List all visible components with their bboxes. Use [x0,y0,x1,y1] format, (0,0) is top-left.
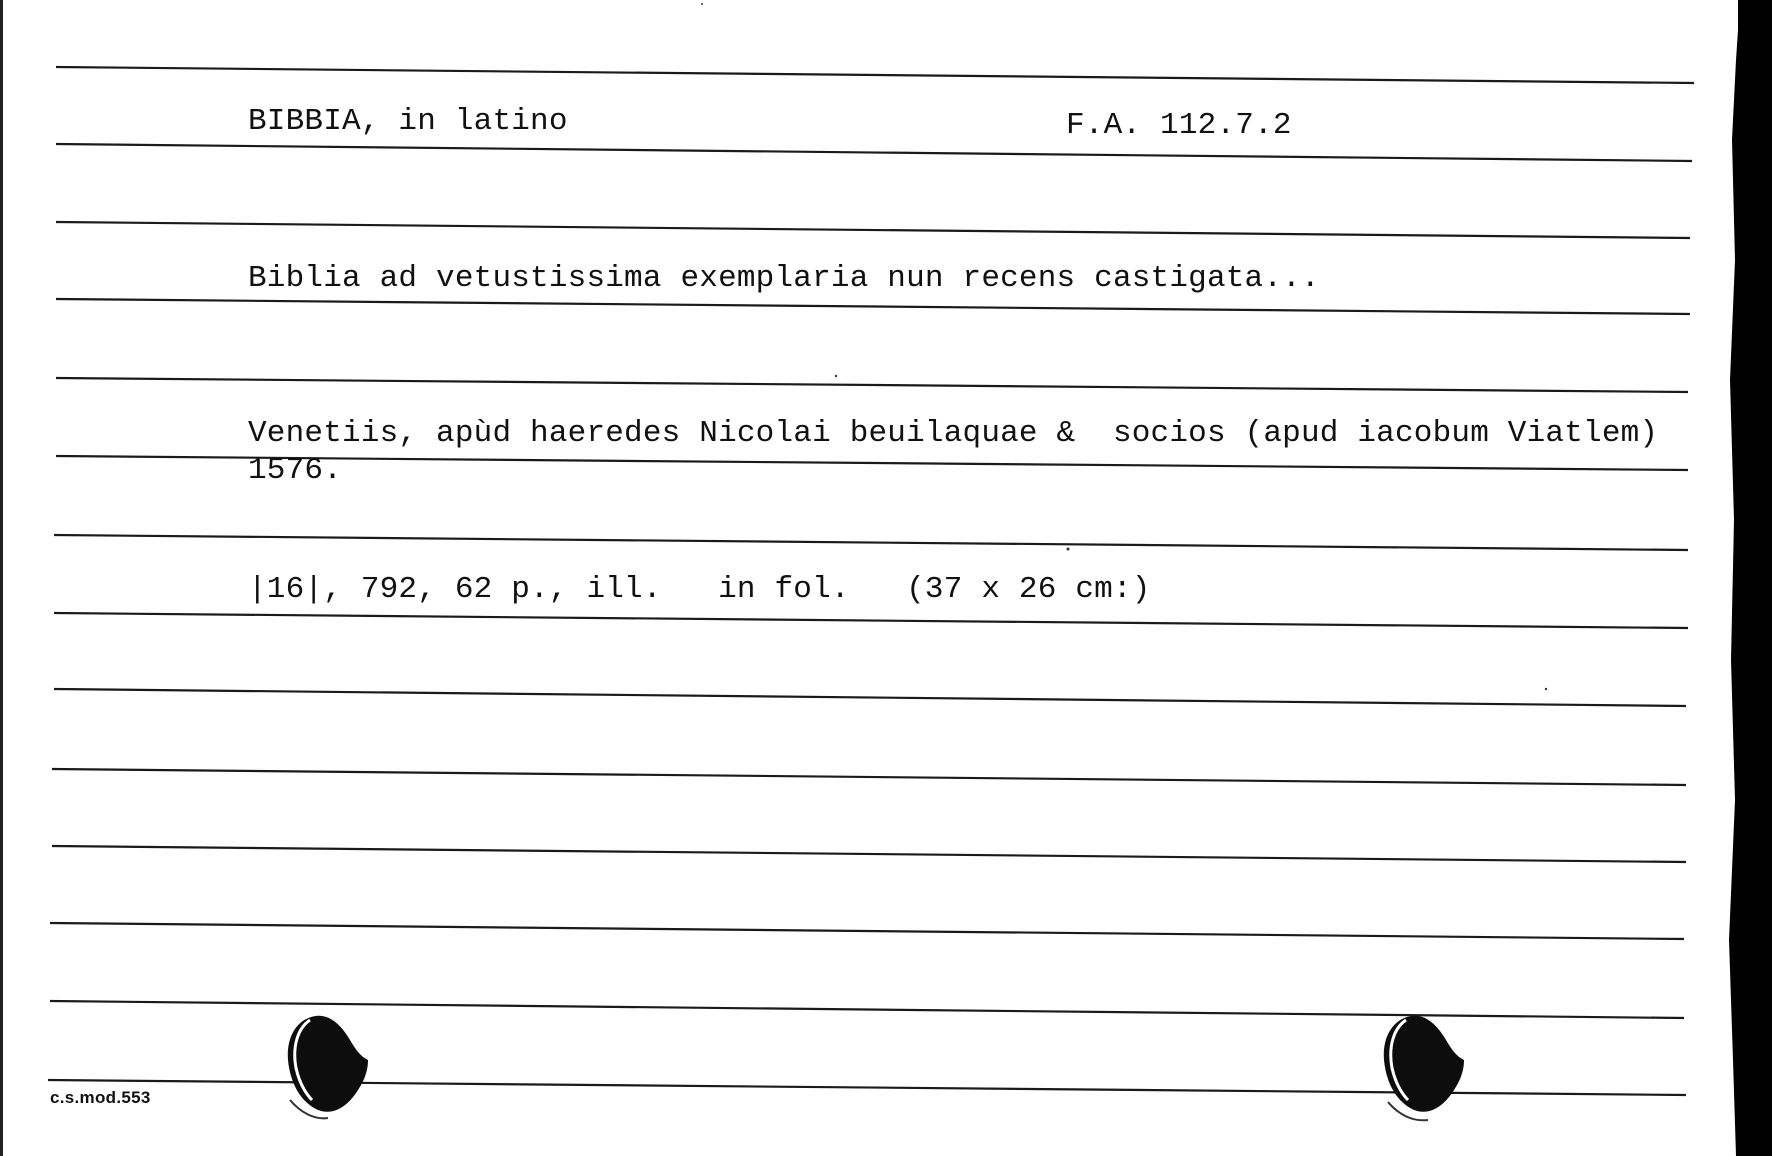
rule-line [56,144,1692,161]
card-heading: BIBBIA, in latino [248,104,568,139]
rule-line [54,689,1686,706]
scan-edge-right-jagged [1726,0,1740,1156]
rule-line [56,67,1694,83]
rule-line [52,846,1686,862]
scan-edge-right [1738,0,1772,1156]
punch-hole-icon [276,1010,372,1126]
form-code: c.s.mod.553 [50,1088,151,1107]
shelfmark: F.A. 112.7.2 [1066,108,1292,143]
imprint-year: 1576. [248,453,343,488]
rule-line [50,923,1684,939]
punch-hole-icon [1372,1010,1468,1126]
imprint-line: Venetiis, apùd haeredes Nicolai beuilaquae & socios (apud iacobum Viatlem) [248,416,1659,451]
rule-line [54,613,1688,628]
rule-line [56,378,1688,392]
rule-line [56,222,1690,238]
rule-line [52,769,1686,785]
book-title: Biblia ad vetustissima exemplaria nun recens castigata... [248,261,1320,296]
rule-line [54,535,1688,550]
rule-line [56,299,1690,314]
collation: |16|, 792, 62 p., ill. in fol. (37 x 26 cm:) [248,572,1151,607]
